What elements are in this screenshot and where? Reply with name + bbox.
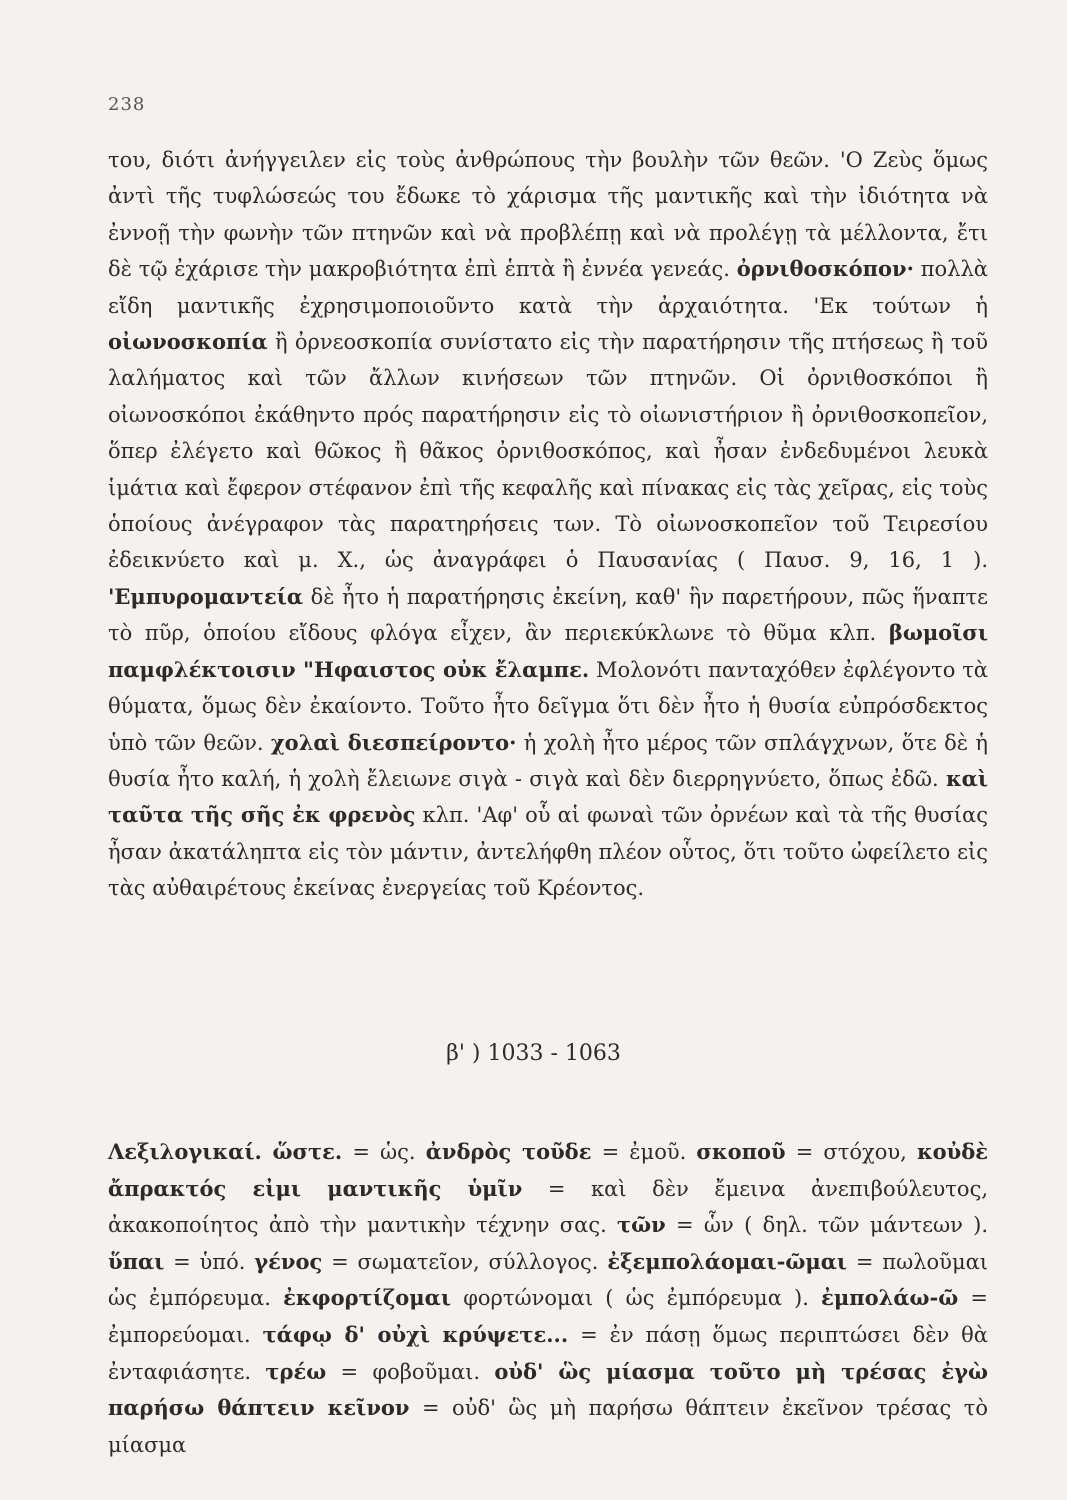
text-run: Μολονότι πανταχόθεν ἐφλέγοντο τὰ θύματα, ὅμως δὲν ἐκαίοντο. Τοῦτο ἦτο δεῖγμα ὅτι δὲν ἦτο ἡ θυσία εὐπρόσδεκτος ὑπὸ τῶν θεῶν. [108, 657, 988, 755]
text-run: του, διότι ἀνήγγειλεν εἰς τοὺς ἀνθρώπους τὴν βουλὴν τῶν θεῶν. 'Ο Ζεὺς ὅμως ἀντὶ τῆς τυφλώσεώς του ἔδωκε τὸ χάρισμα τῆς μαντικῆς καὶ τὴν ἰδιότητα νὰ ἐννοῇ τὴν φωνὴν τῶν πτηνῶν καὶ νὰ προβλέπῃ καὶ νὰ προλέγῃ τὰ μέλλοντα, ἔτι δὲ τῷ ἐχάρισε τὴν μακροβιότητα ἐπὶ ἑπτὰ ἢ ἐννέα γενεάς. [108, 148, 988, 282]
text-run: = στόχου, [785, 1140, 917, 1164]
lemma-bold: Λεξιλογικαί. ὥστε. [108, 1139, 343, 1164]
text-run: ἢ ὀρνεοσκοπία συνίστατο εἰς τὴν παρατήρησιν τῆς πτήσεως ἢ τοῦ λαλήματος καὶ τῶν ἄλλων κινήσεων τῶν πτηνῶν. Οἱ ὀρνιθοσκόποι ἢ οἰωνοσκόποι ἐκάθηντο πρός παρατήρησιν εἰς τὸ οἰωνιστήριον ἢ ὀρνιθοσκοπεῖον, ὅπερ ἐλέγετο καὶ θῶκος ἢ θᾶκος ὀρνιθοσκόπος, καὶ ἦσαν ἐνδεδυμένοι λευκὰ ἱμάτια καὶ ἔφερον στέφανον ἐπὶ τῆς κεφαλῆς καὶ πίνακας εἰς τὰς χεῖρας, εἰς τοὺς ὁποίους ἀνέγραφον τὰς παρατηρήσεις των. Τὸ οἰωνοσκοπεῖον τοῦ Τειρεσίου ἐδεικνύετο καὶ μ. Χ., ὡς ἀναγράφει ὁ Παυσανίας ( Παυσ. 9, 16, 1 ). [108, 330, 988, 573]
text-run: = σωματεῖον, σύλλογος. [322, 1249, 608, 1274]
lemma-bold: οἰωνοσκοπία [108, 329, 268, 355]
lemma-bold: ὀρνιθοσκόπον· [736, 256, 914, 282]
lemma-bold: ἐκφορτίζομαι [283, 1285, 452, 1311]
text-run: = ἐν πάσῃ ὅμως περιπτώσει δὲν θὰ ἐνταφιάσητε. [108, 1322, 988, 1384]
lemma-bold: ἀνδρὸς τοῦδε [425, 1139, 592, 1164]
lemma-bold: βωμοῖσι παμφλέκτοισιν "Ηφαιστος οὐκ ἔλαμπε. [108, 620, 988, 682]
page-number: 238 [108, 94, 146, 115]
text-run: = ὧν ( δηλ. τῶν μάντεων ). [665, 1213, 988, 1238]
text-run: ἡ χολὴ ἦτο μέρος τῶν σπλάγχνων, ὅτε δὲ ἡ θυσία ἦτο καλή, ἡ χολὴ ἔλειωνε σιγὰ - σιγὰ καὶ δὲν διερρηγνύετο, ὅπως ἐδῶ. [108, 730, 988, 791]
text-run: = οὐδ' ὣς μὴ παρήσω θάπτειν ἐκεῖνον τρέσας τὸ μίασμα [108, 1396, 988, 1457]
section-heading: β' ) 1033 - 1063 [446, 1041, 621, 1066]
lemma-bold: σκοποῦ [696, 1139, 786, 1164]
lemma-bold: ὕπαι [108, 1248, 165, 1274]
vocabulary-paragraph [108, 1134, 988, 1463]
lemma-bold: 'Εμπυρομαντεία [108, 583, 304, 609]
lemma-bold: γένος [254, 1248, 323, 1274]
lemma-bold: κοὐδὲ ἄπρακτός εἰμι μαντικῆς ὑμῖν [108, 1139, 989, 1201]
lemma-bold: ἐξεμπολάομαι-ῶμαι [607, 1248, 848, 1274]
text-run: = ὡς. [342, 1140, 426, 1164]
lemma-bold: χολαὶ διεσπείροντο· [270, 729, 517, 755]
text-run: κλπ. 'Αφ' οὗ αἱ φωναὶ τῶν ὀρνέων καὶ τὰ τῆς θυσίας ἦσαν ἀκατάληπτα εἰς τὸν μάντιν, ἀντελήφθη πλέον οὗτος, ὅτι τοῦτο ὠφείλετο εἰς τὰς αὐθαιρέτους ἐκείνας ἐνεργείας τοῦ Κρέοντος. [108, 803, 988, 901]
lemma-bold: ἐμπολάω-ῶ [821, 1285, 959, 1311]
text-run: = ἐμπορεύομαι. [108, 1286, 988, 1347]
lemma-bold: τρέω [265, 1358, 327, 1384]
lemma-bold: τῶν [617, 1212, 666, 1238]
text-run: = φοβοῦμαι. [326, 1359, 495, 1384]
text-run: = καὶ δὲν ἔμεινα ἀνεπιβούλευτος, ἀκακοποίητος ἀπὸ τὴν μαντικὴν τέχνην σας. [108, 1176, 989, 1238]
text-run: πολλὰ εἴδη μαντικῆς ἐχρησιμοποιοῦντο κατὰ τὴν ἀρχαιότητα. 'Εκ τούτων ἡ [108, 257, 988, 318]
lemma-bold: οὐδ' ὣς μίασμα τοῦτο μὴ τρέσας ἐγὼ παρήσω θάπτειν κεῖνον [108, 1358, 988, 1421]
lemma-bold: τάφῳ δ' οὐχὶ κρύψετε... [262, 1321, 569, 1347]
text-run: = πωλοῦμαι ὡς ἐμπόρευμα. [108, 1249, 989, 1311]
text-run: φορτώνομαι ( ὡς ἐμπόρευμα ). [451, 1286, 822, 1311]
lemma-bold: καὶ ταῦτα τῆς σῆς ἐκ φρενὸς [108, 765, 988, 828]
text-run: δὲ ἦτο ἡ παρατήρησις ἐκείνη, καθ' ἣν παρετήρουν, πῶς ἥναπτε τὸ πῦρ, ὁποίου εἴδους φλόγα εἶχεν, ἂν περιεκύκλωνε τὸ θῦμα κλπ. [108, 584, 988, 646]
text-run: = ἐμοῦ. [591, 1140, 697, 1164]
commentary-paragraph [108, 142, 988, 907]
text-run: = ὑπό. [164, 1249, 255, 1274]
